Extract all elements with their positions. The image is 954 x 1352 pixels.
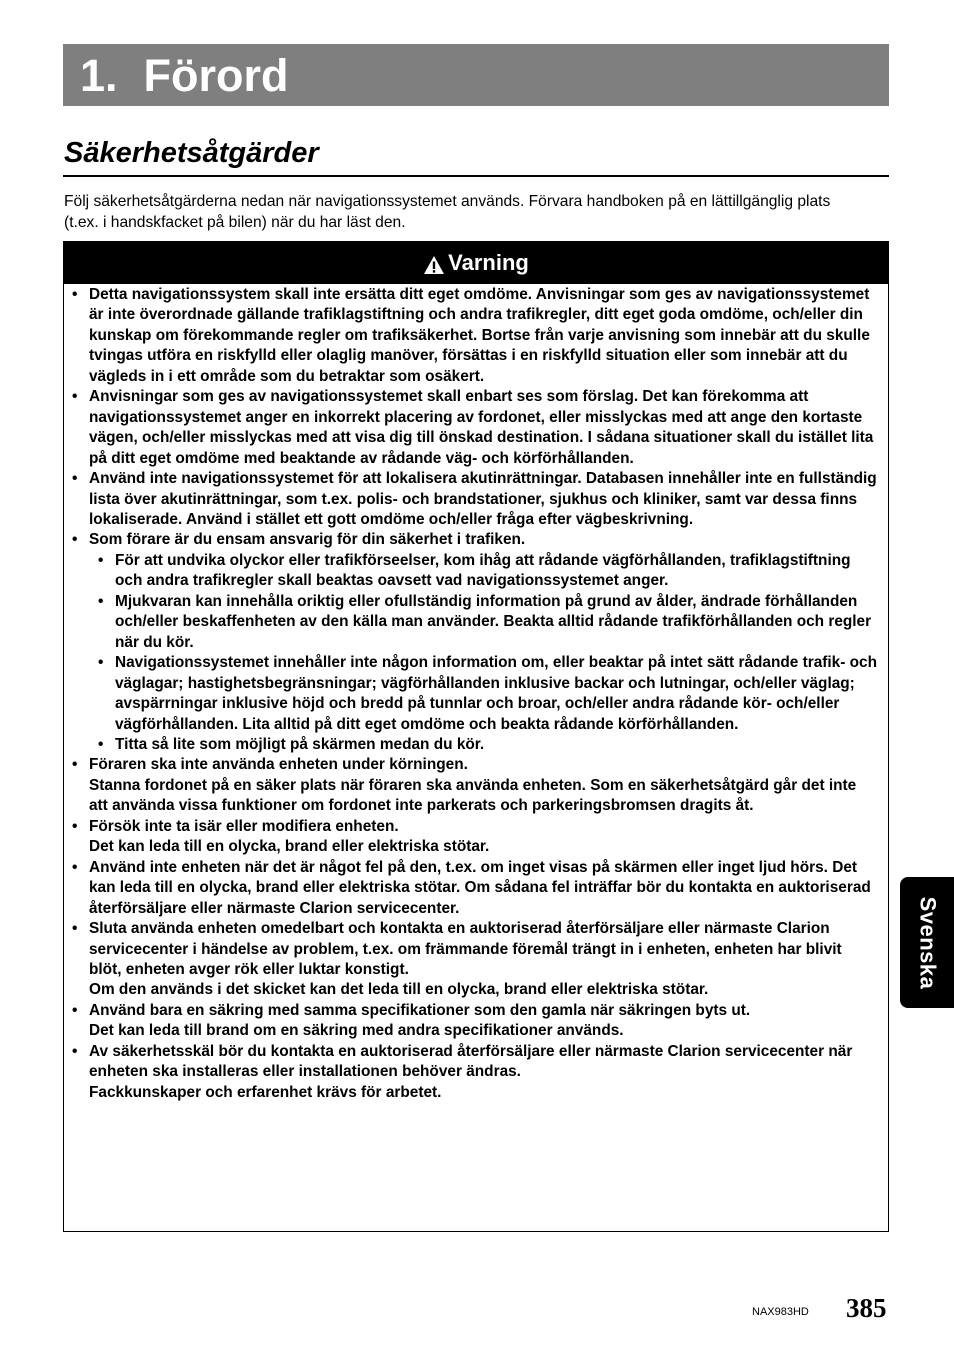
warning-item-text: Använd inte enheten när det är något fel på den, t.ex. om inget visas på skärmen eller inget ljud hörs. Det kan leda till en olycka, brand eller elektriska stötar. Om sådana fel inträffar bör du kontakta en auktoriserad återförsäljare eller närmaste Clarion servicecenter. [89,858,871,917]
warning-item-2 [72,387,878,469]
warning-subitem-1 [98,551,878,592]
warning-item-4 [72,530,878,550]
language-tab [900,877,954,1008]
warning-item-followup: Stanna fordonet på en säker plats när föraren ska använda enheten. Som en säkerhetsåtgärd går det inte att använda vissa funktioner om fordonet inte parkerats och parkeringsbromsen dragits åt. [89,776,857,815]
bullet: • [72,286,78,303]
section-divider [63,175,889,177]
bullet: • [98,654,104,672]
model-number: NAX983HD [752,1306,809,1318]
bullet: • [98,551,104,569]
warning-item-10 [72,1042,878,1103]
page-number: 385 [846,1293,887,1323]
chapter-number: 1. [80,50,118,101]
chapter-title [80,48,289,104]
warning-item-text: Som förare är du ensam ansvarig för din säkerhet i trafiken. [89,531,526,549]
warning-subitem-4 [98,735,878,755]
warning-subitem-text: För att undvika olyckor eller trafikförseelser, kom ihåg att rådande vägförhållanden, trafiklagstiftning och andra trafikregler skall beaktas oavsett vad navigationssystemet anger. [115,551,851,590]
warning-item-3 [72,469,878,530]
warning-subitem-text: Navigationssystemet innehåller inte någon information om, eller beaktar på intet sätt rådande trafik- och väglagar; hastighetsbegränsningar; vägförhållanden inklusive backar och lutningar, och/eller väglag; avspärrningar inklusive höjd och bredd på tunnlar och broar, och/eller andra rådande kör- och/eller vägförhållanden. Lita alltid på ditt eget omdöme och beakta rådande körförhållanden. [115,654,878,733]
warning-list [72,285,878,1103]
warning-header [64,242,888,284]
warning-box [63,241,889,1232]
warning-item-6 [72,817,878,858]
warning-triangle-icon [423,255,445,275]
warning-item-text: Använd inte navigationssystemet för att lokalisera akutinrättningar. Databasen innehåller inte en fullständig lista över akutinrättningar, som t.ex. polis- och brandstationer, sjukhus och kliniker, samt var dessa finns lokaliserade. Använd i stället ett gott omdöme och/eller fråga efter vägbeskrivning. [89,470,877,528]
warning-subitem-3 [98,653,878,735]
bullet: • [72,470,78,488]
section-title: Säkerhetsåtgärder [64,137,319,169]
warning-item-followup: Fackkunskaper och erfarenhet krävs för arbetet. [89,1083,442,1101]
bullet: • [98,592,104,610]
warning-item-text: Sluta använda enheten omedelbart och kontakta en auktoriserad återförsäljare eller närmaste Clarion servicecenter i händelse av problem, t.ex. om främmande föremål trängt in i enheten, enheten har blivit blöt, enheten avger rök eller luktar konstigt. [89,920,842,978]
warning-subitem-2 [98,592,878,653]
warning-item-text: Detta navigationssystem skall inte ersätta ditt eget omdöme. Anvisningar som ges av navigationssystemet är inte överordnade gällande trafiklagstiftning och andra trafikregler, ditt eget goda omdöme, och/eller din kunskap om förekommande regler om trafiksäkerhet. Bortse från varje anvisning som innebär att du skulle tvingas utföra en riskfylld eller olaglig manöver, försättas i en riskfylld situation eller som innebär att du vägleds in i ett område som du betraktar som osäkert. [89,286,870,385]
warning-item-text: Använd bara en säkring med samma specifikationer som den gamla när säkringen byts ut. [89,1001,751,1019]
bullet: • [72,388,78,406]
bullet: • [72,920,78,938]
bullet: • [72,1042,78,1060]
intro-paragraph: Följ säkerhetsåtgärderna nedan när navigationssystemet används. Förvara handboken på en lättillgänglig plats (t.ex. i handskfacket på bilen) när du har läst den. [64,193,831,231]
warning-item-text: Försök inte ta isär eller modifiera enheten. [89,817,399,835]
language-tab-label: Svenska [915,896,941,989]
chapter-title-text: Förord [143,50,289,101]
warning-item-followup: Det kan leda till en olycka, brand eller elektriska stötar. [89,838,490,856]
warning-subitem-text: Mjukvaran kan innehålla oriktig eller ofullständig information på grund av ålder, ändrade förhållanden och/eller beskaffenheten av den källa man använder. Beakta alltid rådande trafikförhållanden och regler när du kör. [115,592,872,651]
warning-item-9 [72,1001,878,1042]
bullet: • [72,531,78,549]
warning-item-text: Anvisningar som ges av navigationssystemet skall enbart ses som förslag. Det kan förekomma att navigationssystemet anger en inkorrekt placering av fordonet, eller misslyckas med att ange den kortaste vägen, och/eller misslyckas med att visa dig till önskad destination. I sådana situationer skall du istället lita på ditt eget omdöme med beaktande av rådande väg- och körförhållanden. [89,388,874,467]
warning-subitem-text: Titta så lite som möjligt på skärmen medan du kör. [115,735,485,753]
warning-item-1 [72,285,878,387]
warning-item-followup: Om den används i det skicket kan det leda till en olycka, brand eller elektriska stötar. [89,981,709,999]
bullet: • [72,1001,78,1019]
warning-item-followup: Det kan leda till brand om en säkring med andra specifikationer används. [89,1022,624,1040]
bullet: • [72,756,78,774]
bullet: • [72,817,78,835]
warning-item-8 [72,919,878,1001]
bullet: • [98,735,104,753]
bullet: • [72,858,78,876]
warning-title: Varning [448,250,529,275]
warning-item-text: Föraren ska inte använda enheten under körningen. [89,756,468,774]
warning-item-5 [72,755,878,816]
warning-item-7 [72,858,878,919]
warning-item-text: Av säkerhetsskäl bör du kontakta en auktoriserad återförsäljare eller närmaste Clarion servicecenter när enheten ska installeras eller installationen behöver ändras. [89,1042,853,1081]
